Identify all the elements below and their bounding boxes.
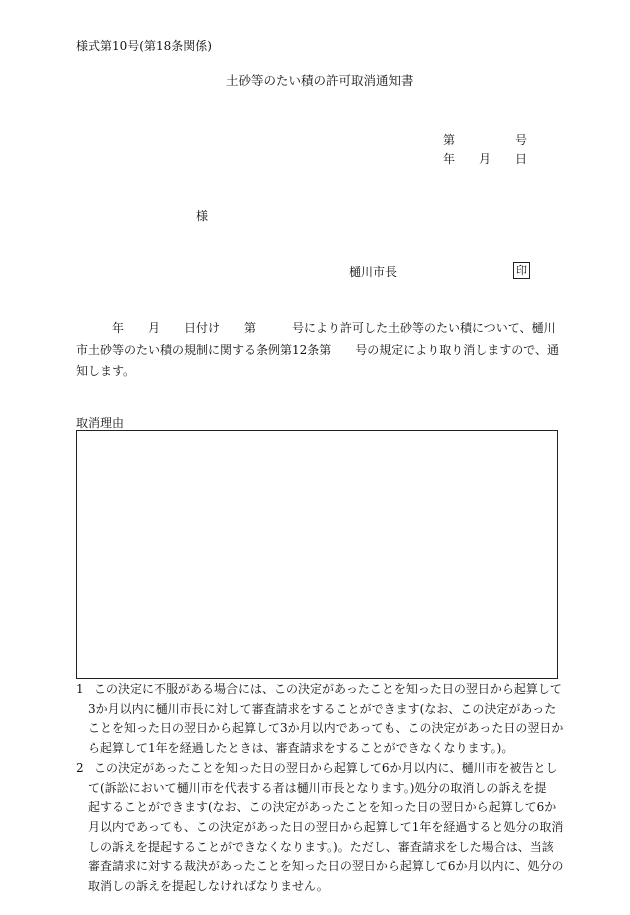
form-number: 様式第10号(第18条関係) [76,39,212,53]
seal-mark: 印 [513,262,530,279]
body-line: 年 月 日付け 第 号により許可した土砂等のたい積について、樋川 [76,321,556,335]
note-number: 2 [76,760,84,775]
addressee-suffix: 様 [196,209,209,223]
sender-name: 樋川市長 [349,265,398,279]
reason-box[interactable] [76,430,558,679]
note-text: この決定があったことを知った日の翌日から起算して6か月以内に、樋川市を被告とし [94,760,558,775]
document-title: 土砂等のたい積の許可取消通知書 [226,73,414,88]
note-line: て(訴訟において樋川市を代表する者は樋川市長となります。)処分の取消しの訴えを提 [88,780,547,795]
note-line [76,680,576,700]
note-line: 審査請求に対する裁決があったことを知った日の翌日から起算して6か月以内に、処分の [88,859,564,874]
notes-section [76,680,576,897]
document-number-line: 第 号 [443,133,528,147]
note-line [76,759,576,779]
note-line: 起することができます(なお、この決定があったことを知った日の翌日から起算して6か [88,800,557,815]
body-line: 知します。 [76,364,136,378]
note-line: 3か月以内に樋川市長に対して審査請求をすることができます(なお、この決定があった [88,701,557,716]
body-line: 市土砂等のたい積の規制に関する条例第12条第 号の規定により取り消しますので、通 [76,342,560,357]
note-text: この決定に不服がある場合には、この決定があったことを知った日の翌日から起算して [94,682,562,696]
note-line: 取消しの訴えを提起しなければなりません。 [88,879,329,894]
note-line: しの訴えを提起することができなくなります。)。ただし、審査請求をした場合は、当該 [88,839,554,854]
note-line: 月以内であっても、この決定があった日の翌日から起算して1年を経過すると処分の取消 [88,819,564,834]
note-number: 1 [76,682,84,696]
body-paragraph [76,318,564,383]
document-date-line: 年 月 日 [443,152,528,166]
note-line: ことを知った日の翌日から起算して3か月以内であっても、この決定があった日の翌日か [88,721,564,736]
reason-label: 取消理由 [76,416,125,430]
note-line: ら起算して1年を経過したときは、審査請求をすることができなくなります。)。 [88,741,514,756]
